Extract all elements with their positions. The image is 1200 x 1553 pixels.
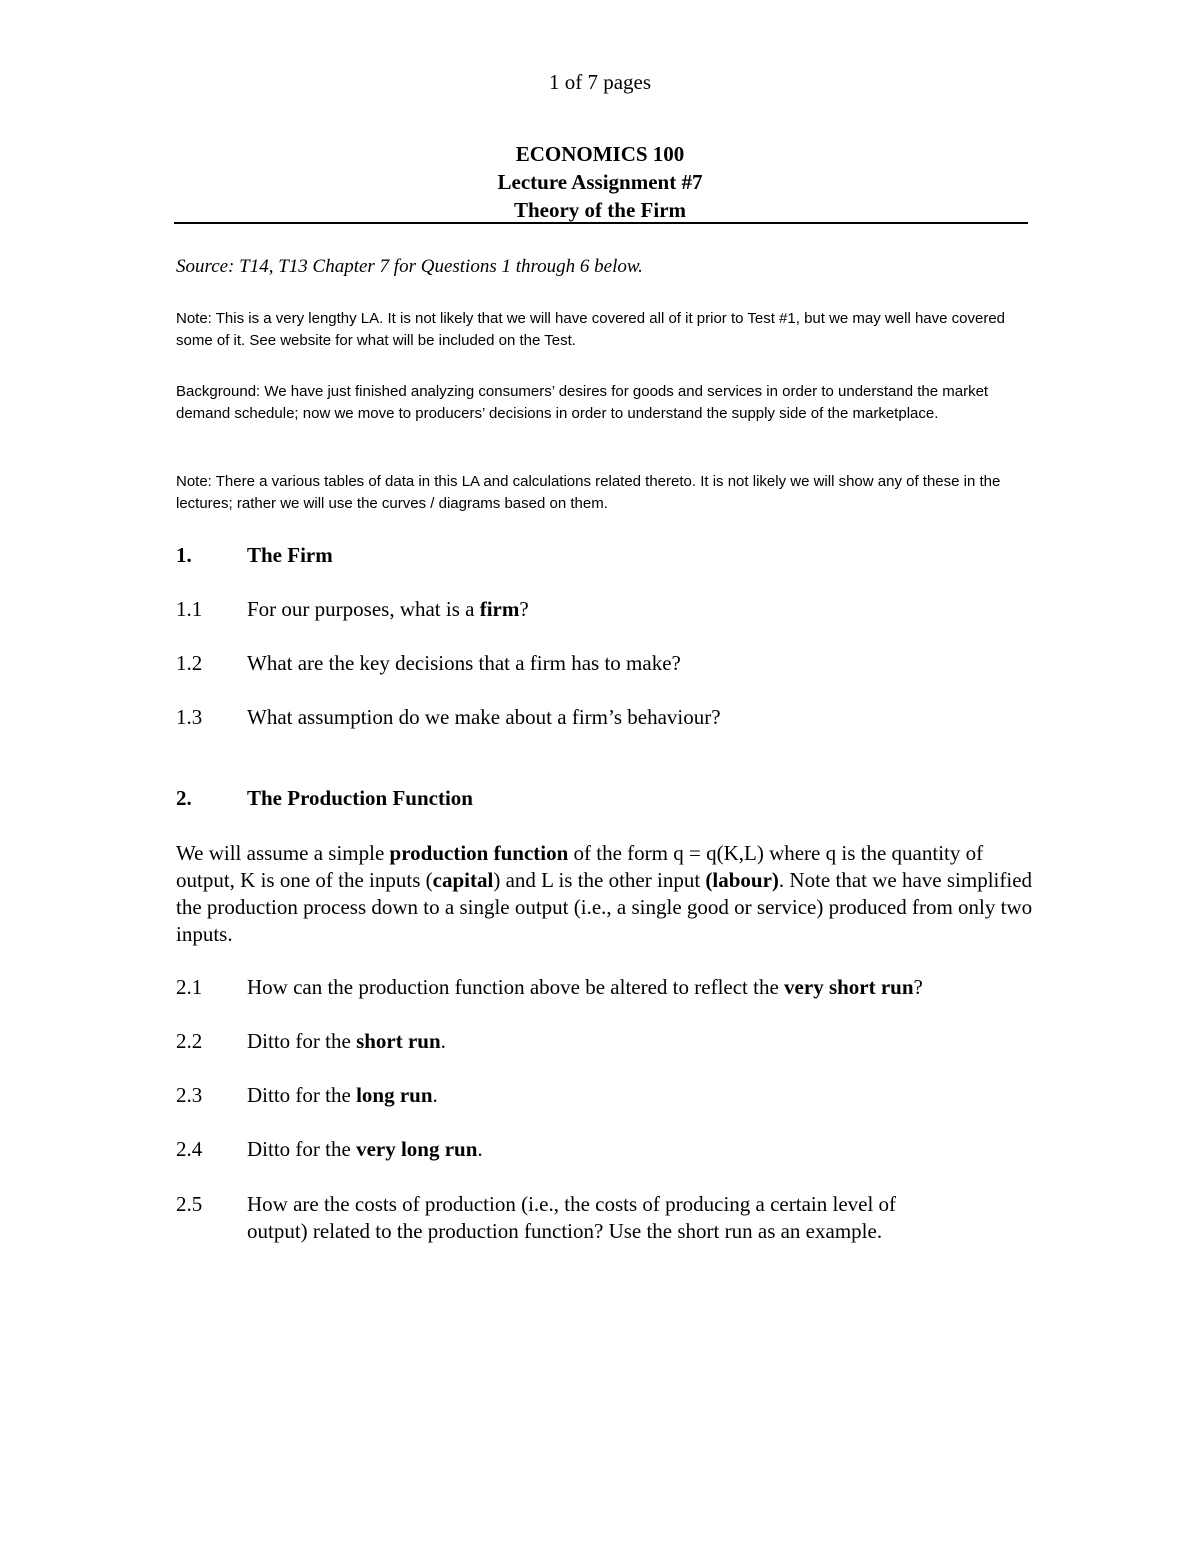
section-2-number: 2.: [176, 786, 192, 810]
question-2-5-line-1: How are the costs of production (i.e., the costs of producing a certain level of: [247, 1192, 897, 1216]
question-2-5-number: 2.5: [176, 1192, 203, 1216]
section-1-number: 1.: [176, 543, 192, 567]
question-2-1-number: 2.1: [176, 975, 203, 999]
page-indicator: 1 of 7 pages: [548, 70, 652, 94]
question-2-2: Ditto for the short run.: [247, 1029, 446, 1053]
source-line: Source: T14, T13 Chapter 7 for Questions 1 through 6 below.: [176, 256, 643, 277]
question-1-2: What are the key decisions that a firm has to make?: [247, 651, 681, 675]
lengthy-note: Note: This is a very lengthy LA. It is not likely that we will have covered all of it prior to Test #1, but we may well have covered some of it. See website for what will be included on the Test.: [176, 310, 1005, 349]
topic-title: Theory of the Firm: [513, 198, 687, 222]
question-2-2-number: 2.2: [176, 1029, 203, 1053]
production-function-intro: We will assume a simple production function of the form q = q(K,L) where q is the quantity of output, K is one of the inputs (capital) and L is the other input (labour). Note that we have simplified the production process down to a single output (i.e., a single good or service) produced from only two inputs.: [176, 841, 1033, 946]
background-note: Background: We have just finished analyzing consumers’ desires for goods and services in order to understand the market demand schedule; now we move to producers’ decisions in order to understand the supply side of the marketplace.: [176, 383, 989, 422]
question-1-1: For our purposes, what is a firm?: [247, 597, 529, 621]
question-2-3-number: 2.3: [176, 1083, 203, 1107]
course-title: ECONOMICS 100: [515, 142, 685, 166]
question-1-3-number: 1.3: [176, 705, 203, 729]
question-2-3: Ditto for the long run.: [247, 1083, 438, 1107]
tables-note: Note: There a various tables of data in this LA and calculations related thereto. It is not likely we will show any of these in the lectures; rather we will use the curves / diagrams based on them.: [176, 473, 1001, 512]
question-1-2-number: 1.2: [176, 651, 203, 675]
section-2-heading: The Production Function: [247, 786, 473, 810]
assignment-title: Lecture Assignment #7: [497, 170, 703, 194]
question-2-4: Ditto for the very long run.: [247, 1137, 483, 1161]
question-1-1-number: 1.1: [176, 597, 203, 621]
question-2-4-number: 2.4: [176, 1137, 203, 1161]
title-divider: [174, 222, 1028, 224]
question-2-5-line-2: output) related to the production function? Use the short run as an example.: [247, 1219, 883, 1243]
section-1-heading: The Firm: [247, 543, 333, 567]
question-1-3: What assumption do we make about a firm’s behaviour?: [247, 705, 721, 729]
question-2-1: How can the production function above be altered to reflect the very short run?: [247, 975, 923, 999]
